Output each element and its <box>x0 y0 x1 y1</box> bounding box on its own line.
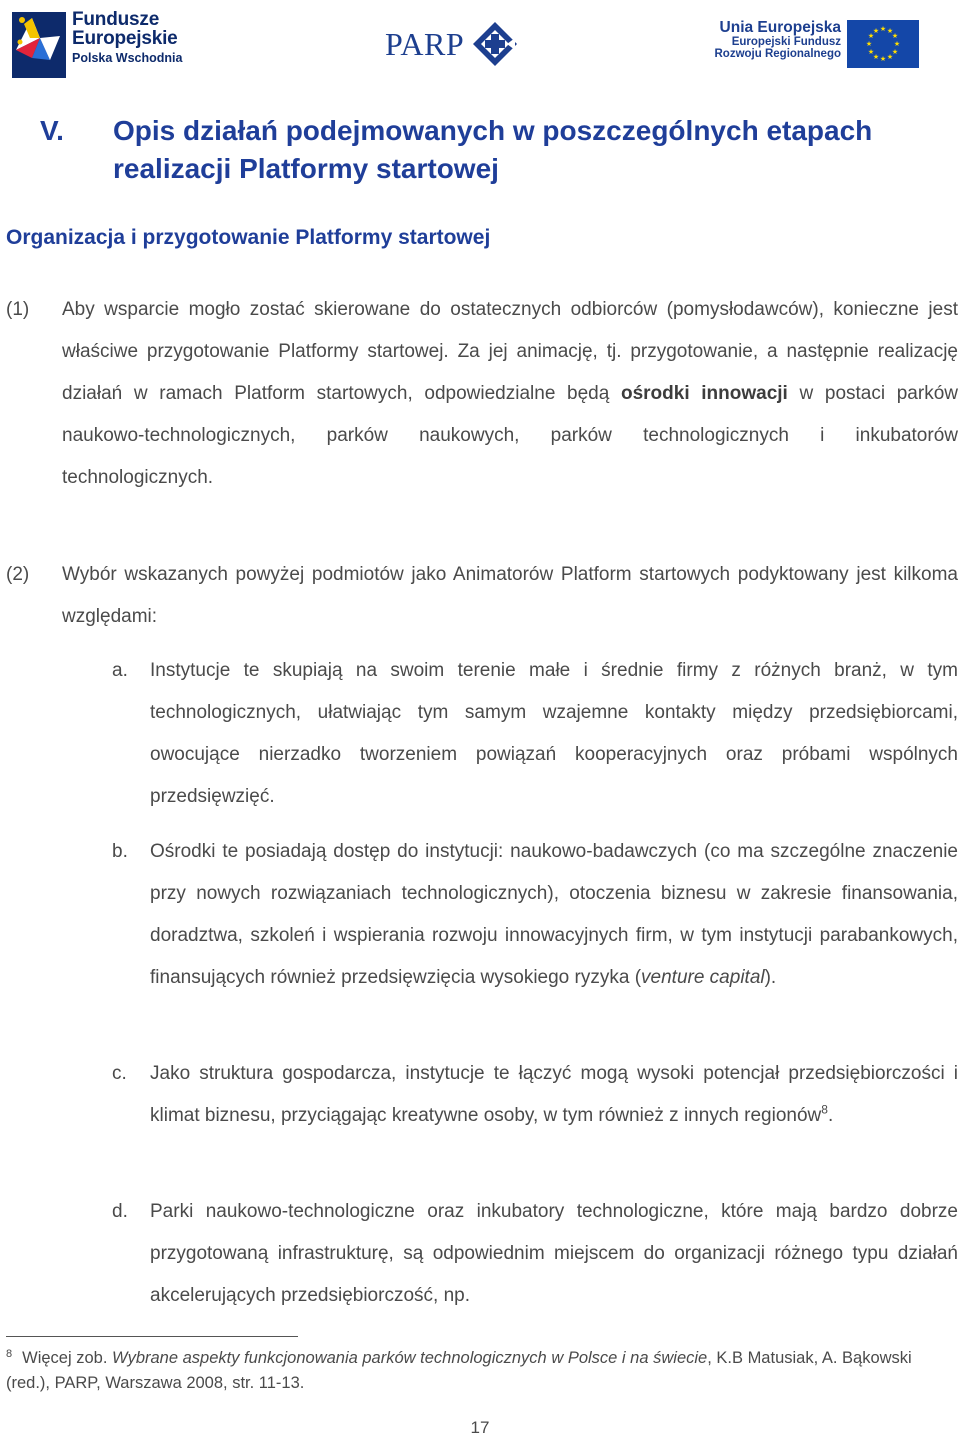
footnote <box>6 1346 958 1396</box>
paragraph-body <box>62 289 958 499</box>
svg-text:★: ★ <box>879 55 887 63</box>
list-item-text-part: Jako struktura gospodarcza, instytucje te łączyć mogą wysoki potencjał przedsiębiorczości i klimat biznesu, przyciągając kreatywne osoby, w tym również z innych regionów <box>150 1063 958 1126</box>
list-item-text-part: ). <box>764 967 777 988</box>
fundusze-europejskie-wordmark <box>72 10 182 65</box>
page-number: 17 <box>470 1418 490 1437</box>
subheading: Organizacja i przygotowanie Platformy startowej <box>6 226 491 249</box>
eu-flag-icon <box>847 20 919 68</box>
fe-logo-line3: Polska Wschodnia <box>72 51 183 65</box>
list-item-text: Parki naukowo-technologiczne oraz inkubatory technologiczne, które mają bardzo dobrze przygotowaną infrastrukturę, są odpowiednim miejscem do organizacji różnego typu działań akcelerujących przedsiębiorczość, np. <box>150 1201 958 1306</box>
footnote-text: Więcej zob. <box>22 1349 112 1367</box>
list-item-label: c. <box>112 1063 127 1084</box>
footnote-text: , K.B Matusiak, A. Bąkowski (red.), PARP, Warszawa 2008, str. 11-13. <box>6 1349 912 1392</box>
fundusze-europejskie-emblem-icon <box>10 8 70 80</box>
fe-logo-line1: Fundusze <box>72 9 160 30</box>
svg-text:★: ★ <box>865 40 873 48</box>
footnote-number: 8 <box>6 1347 13 1360</box>
paragraph-text: w postaci parków naukowo-technologicznych, parków naukowych, parków technologicznych i inkubatorów technologicznych. <box>62 383 958 488</box>
section-title: Opis działań podejmowanych w poszczególnych etapach realizacji Platformy startowej <box>113 115 873 184</box>
svg-text:★: ★ <box>867 48 875 56</box>
eu-logo-line1: Unia Europejska <box>719 19 841 36</box>
parp-arrows-icon <box>471 20 519 68</box>
list-item-label: a. <box>112 660 128 681</box>
paragraph-body: Wybór wskazanych powyżej podmiotów jako Animatorów Platform startowych podyktowany jest kilkoma względami: <box>62 564 958 627</box>
list-item-label: b. <box>112 841 128 862</box>
paragraph-1 <box>6 289 958 539</box>
eu-wordmark <box>713 20 841 60</box>
list-item-text <box>150 831 958 999</box>
list-item-text: Instytucje te skupiają na swoim terenie małe i średnie firmy z różnych branż, w tym technologicznych, ułatwiając tym samym wzajemne kontakty między przedsiębiorcami, owocujące nierzadko tworzeniem powiązań kooperacyjnych oraz próbami wspólnych przedsięwzięć. <box>150 660 958 807</box>
italic-term: venture capital <box>641 967 765 988</box>
section-number: V. <box>40 115 64 146</box>
paragraph-label: (1) <box>6 299 30 320</box>
parp-logo <box>385 18 525 72</box>
header-logo-bar <box>0 0 960 90</box>
eu-logo-line3: Rozwoju Regionalnego <box>714 48 841 61</box>
list-item-text-part: . <box>827 1105 834 1126</box>
eu-logo-line2: Europejski Fundusz <box>731 36 841 49</box>
list-item-label: d. <box>112 1201 128 1222</box>
list-item-text-part: Ośrodki te posiadają dostęp do instytucji: naukowo-badawczych (co ma szczególne znaczenie przy nowych rozwiązaniach technologicznych), otoczenia biznesu w zakresie finansowania, doradztwa, szkoleń i wspierania rozwoju innowacyjnych firm, w tym instytucji parabankowych, finansujących również przedsięwzięcia wysokiego ryzyka ( <box>150 841 958 988</box>
bold-term: ośrodki innowacji <box>620 383 788 404</box>
svg-text:★: ★ <box>867 32 875 40</box>
svg-text:★: ★ <box>891 32 899 40</box>
paragraph-2 <box>6 554 958 644</box>
svg-text:★: ★ <box>886 27 894 35</box>
footnote-title: Wybrane aspekty funkcjonowania parków technologicznych w Polsce i na świecie <box>112 1349 708 1367</box>
fundusze-europejskie-logo <box>10 6 200 82</box>
svg-text:★: ★ <box>872 27 880 35</box>
svg-text:★: ★ <box>893 40 901 48</box>
svg-text:★: ★ <box>879 25 887 33</box>
fe-logo-line2: Europejskie <box>72 28 178 49</box>
svg-text:★: ★ <box>886 53 894 61</box>
paragraph-text: Aby wsparcie mogło zostać skierowane do ostatecznych odbiorców (pomysłodawców), konieczne jest właściwe przygotowanie Platformy startowej. Za jej animację, tj. przygotowanie, a następnie realizację działań w ramach Platform startowych, odpowiedzialne będą <box>62 299 958 404</box>
list-item-text <box>150 1053 958 1137</box>
svg-text:★: ★ <box>872 53 880 61</box>
parp-wordmark: PARP <box>385 26 465 62</box>
paragraph-label: (2) <box>6 564 30 585</box>
footnote-reference[interactable]: 8 <box>821 1102 828 1117</box>
svg-text:★: ★ <box>891 48 899 56</box>
unia-europejska-logo <box>713 18 919 70</box>
footnote-divider <box>6 1336 298 1337</box>
